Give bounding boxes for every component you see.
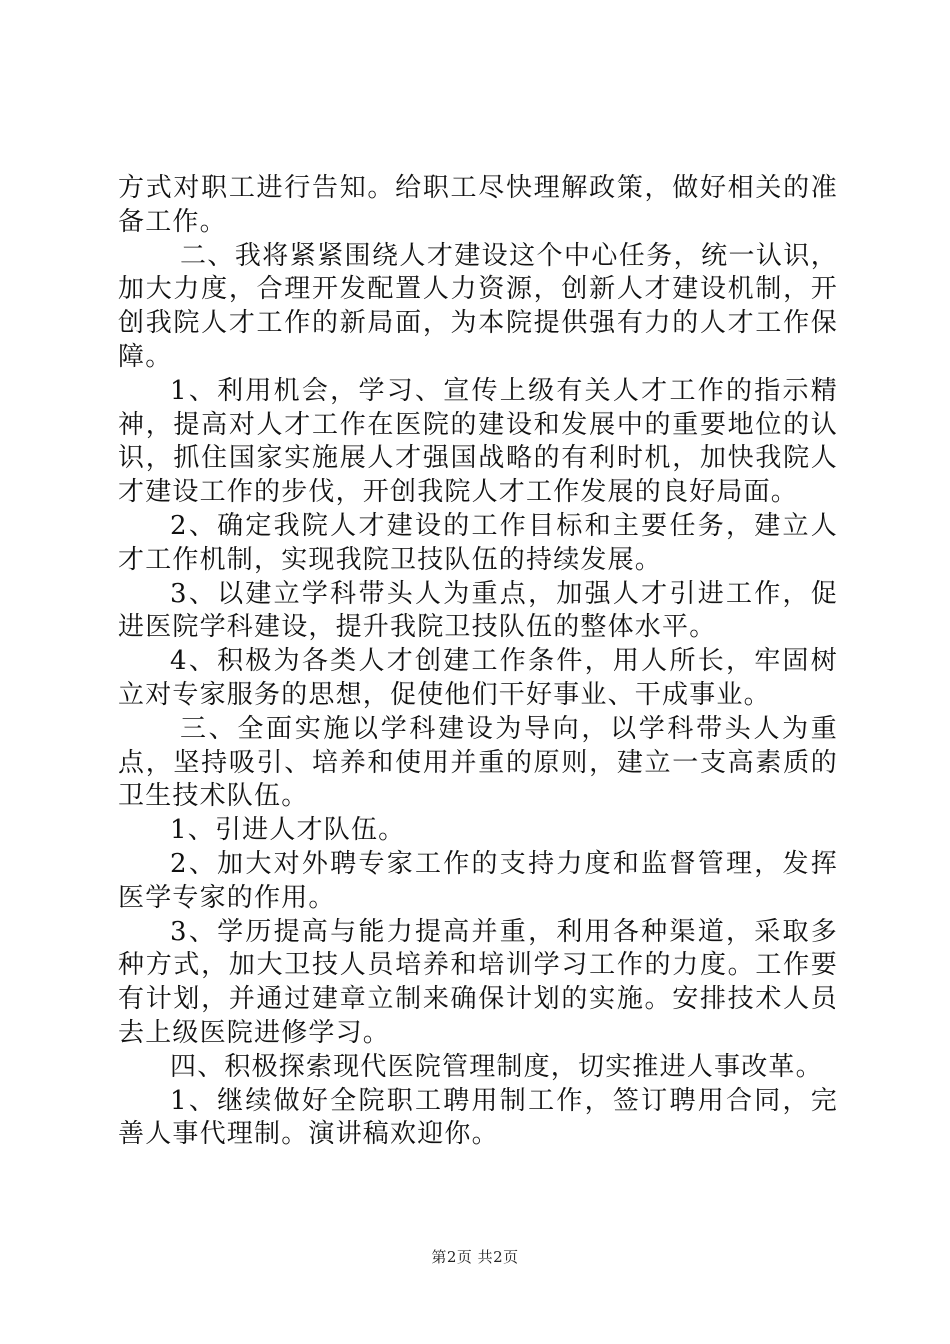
section-two-item-1: 1、利用机会，学习、宣传上级有关人才工作的指示精神，提高对人才工作在医院的建设和发展中的重要地位的认识，抓住国家实施展人才强国战略的有利时机，加快我院人才建设工作的步伐，开创我院人才工作发展的良好局面。 (118, 375, 838, 508)
section-two-item-2: 2、确定我院人才建设的工作目标和主要任务，建立人才工作机制，实现我院卫技队伍的持续发展。 (118, 510, 838, 575)
section-two-item-3: 3、以建立学科带头人为重点，加强人才引进工作，促进医院学科建设，提升我院卫技队伍的整体水平。 (118, 578, 838, 643)
section-two-heading: 二、我将紧紧围绕人才建设这个中心任务，统一认识，加大力度，合理开发配置人力资源，创新人才建设机制，开创我院人才工作的新局面，为本院提供强有力的人才工作保障。 (118, 240, 838, 372)
section-three-item-2: 2、加大对外聘专家工作的支持力度和监督管理，发挥医学专家的作用。 (118, 848, 838, 913)
section-two-item-4: 4、积极为各类人才创建工作条件，用人所长，牢固树立对专家服务的思想，促使他们干好事业、干成事业。 (118, 646, 838, 710)
section-three-item-1: 1、引进人才队伍。 (170, 815, 406, 846)
section-three-heading: 三、全面实施以学科建设为导向，以学科带头人为重点，坚持吸引、培养和使用并重的原则，建立一支高素质的卫生技术队伍。 (118, 713, 838, 812)
page-number-footer: 第2页 共2页 (431, 1248, 519, 1266)
document-body (118, 172, 838, 1152)
section-three-item-3: 3、学历提高与能力提高并重，利用各种渠道，采取多种方式，加大卫技人员培养和培训学习工作的力度。工作要有计划，并通过建章立制来确保计划的实施。安排技术人员去上级医院进修学习。 (118, 916, 838, 1048)
section-four-item-1: 1、继续做好全院职工聘用制工作，签订聘用合同，完善人事代理制。演讲稿欢迎你。 (118, 1085, 838, 1150)
paragraph-continuation: 方式对职工进行告知。给职工尽快理解政策，做好相关的准备工作。 (118, 173, 838, 237)
section-four-heading: 四、积极探索现代医院管理制度，切实推进人事改革。 (170, 1051, 823, 1082)
